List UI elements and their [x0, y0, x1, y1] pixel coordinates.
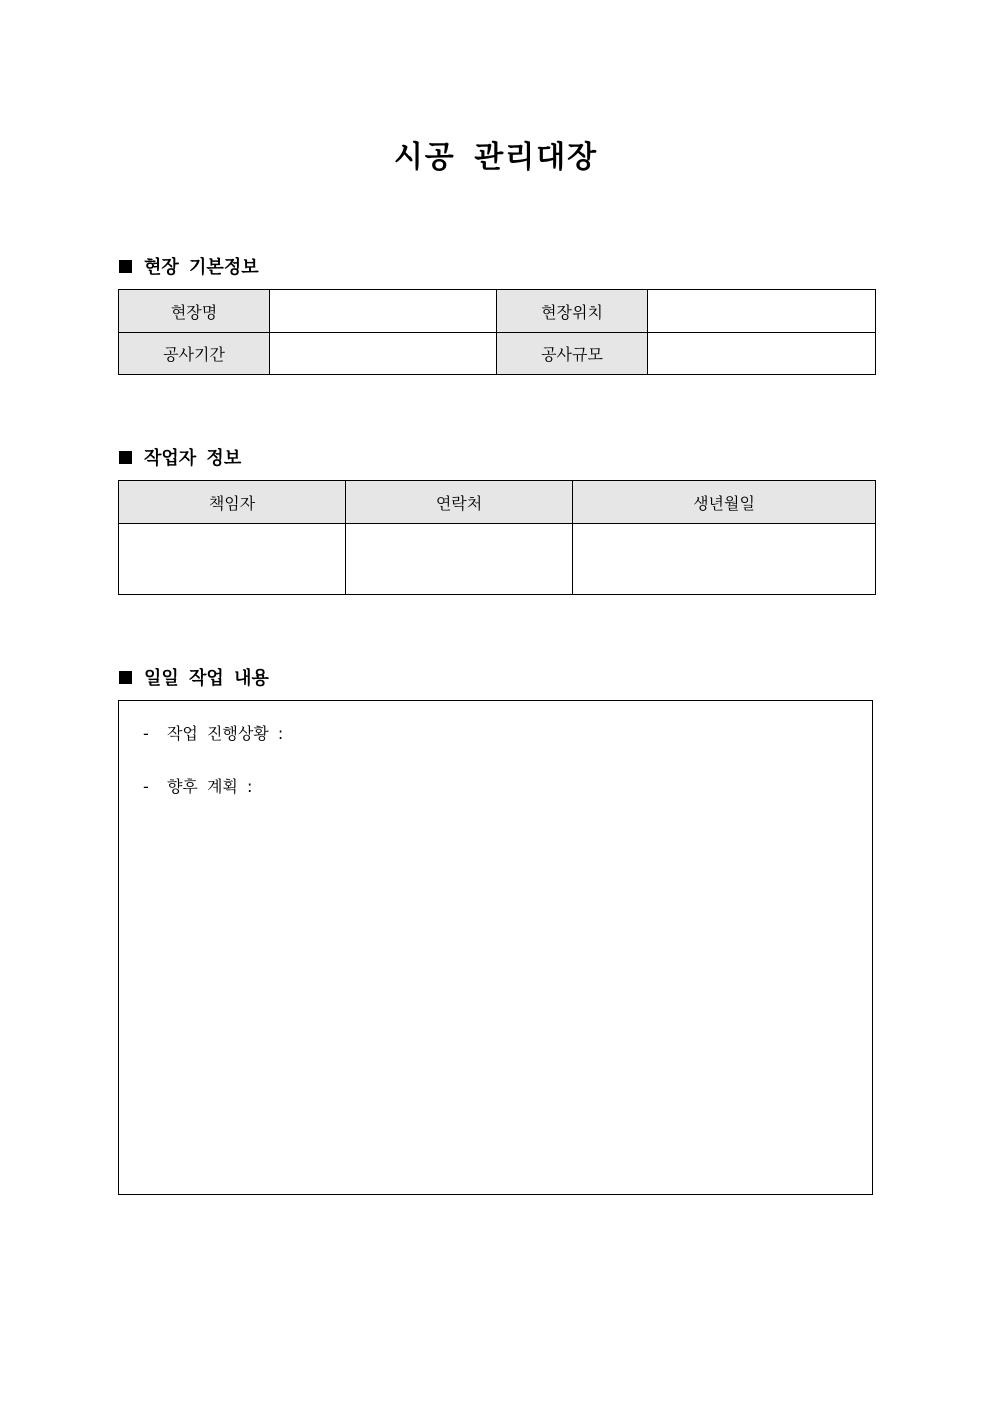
birthdate-header: 생년월일 — [573, 481, 876, 524]
table-row — [119, 333, 876, 375]
section-heading-worker-info — [119, 444, 241, 470]
site-location-label: 현장위치 — [497, 290, 648, 333]
black-square-icon — [119, 260, 132, 273]
manager-header: 책임자 — [119, 481, 346, 524]
contact-field[interactable] — [346, 524, 573, 595]
construction-scale-label: 공사규모 — [497, 333, 648, 375]
section-heading-label: 일일 작업 내용 — [144, 668, 269, 689]
black-square-icon — [119, 671, 132, 684]
section-heading-label: 현장 기본정보 — [144, 257, 259, 278]
construction-period-field[interactable] — [270, 333, 497, 375]
section-heading-label: 작업자 정보 — [144, 448, 242, 469]
manager-field[interactable] — [119, 524, 346, 595]
birthdate-field[interactable] — [573, 524, 876, 595]
construction-scale-field[interactable] — [648, 333, 876, 375]
site-name-label: 현장명 — [119, 290, 270, 333]
construction-period-label: 공사기간 — [119, 333, 270, 375]
worker-info-table — [118, 480, 876, 595]
table-row — [119, 290, 876, 333]
section-heading-site-info — [119, 253, 259, 279]
work-progress-line: - 작업 진행상황 : — [143, 724, 284, 743]
site-name-field[interactable] — [270, 290, 497, 333]
site-info-table — [118, 289, 876, 375]
daily-work-content-box[interactable] — [118, 700, 873, 1195]
site-location-field[interactable] — [648, 290, 876, 333]
table-header-row — [119, 481, 876, 524]
contact-header: 연락처 — [346, 481, 573, 524]
document-title: 시공 관리대장 — [393, 140, 599, 175]
future-plan-line: - 향후 계획 : — [143, 777, 253, 796]
section-heading-daily-work — [119, 664, 269, 690]
table-row — [119, 524, 876, 595]
black-square-icon — [119, 451, 132, 464]
